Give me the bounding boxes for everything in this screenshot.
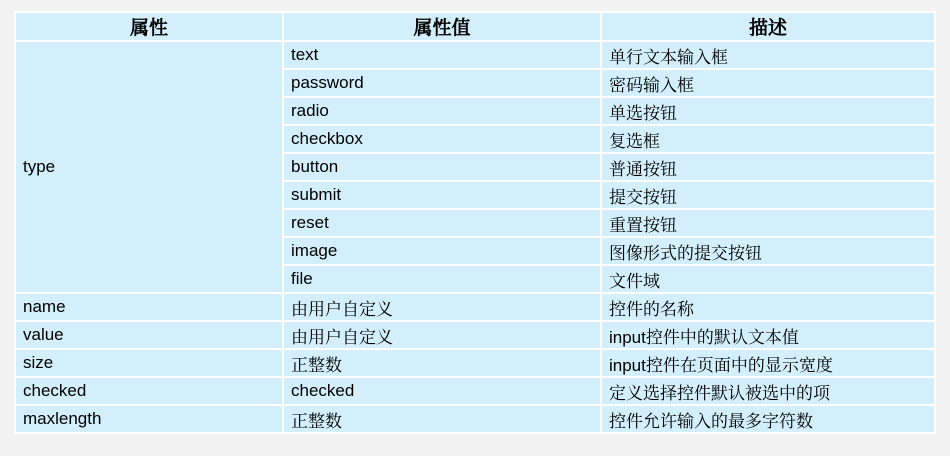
desc-cell: 控件的名称	[602, 294, 934, 320]
attr-cell: size	[16, 350, 282, 376]
value-cell: checkbox	[284, 126, 600, 152]
value-cell: 由用户自定义	[284, 322, 600, 348]
desc-cell: 重置按钮	[602, 210, 934, 236]
value-cell: 正整数	[284, 350, 600, 376]
desc-cell: 复选框	[602, 126, 934, 152]
desc-cell: 文件域	[602, 266, 934, 292]
desc-cell: input控件在页面中的显示宽度	[602, 350, 934, 376]
value-cell: reset	[284, 210, 600, 236]
table-row	[16, 378, 934, 404]
attr-cell: type	[16, 42, 282, 292]
table-row	[16, 294, 934, 320]
desc-cell: 密码输入框	[602, 70, 934, 96]
header-attr: 属性	[16, 13, 282, 40]
table-header	[16, 13, 934, 40]
attr-cell: checked	[16, 378, 282, 404]
attribute-table-container	[14, 11, 936, 434]
value-cell: button	[284, 154, 600, 180]
table-row	[16, 42, 934, 68]
attr-cell: maxlength	[16, 406, 282, 432]
value-cell: image	[284, 238, 600, 264]
header-row	[16, 13, 934, 40]
value-cell: checked	[284, 378, 600, 404]
header-desc: 描述	[602, 13, 934, 40]
attr-cell: name	[16, 294, 282, 320]
table-row	[16, 350, 934, 376]
table-row	[16, 406, 934, 432]
desc-cell: 单行文本输入框	[602, 42, 934, 68]
value-cell: 正整数	[284, 406, 600, 432]
attribute-table	[14, 11, 936, 434]
table-row	[16, 322, 934, 348]
attr-cell: value	[16, 322, 282, 348]
desc-cell: 定义选择控件默认被选中的项	[602, 378, 934, 404]
desc-cell: 控件允许输入的最多字符数	[602, 406, 934, 432]
desc-cell: 单选按钮	[602, 98, 934, 124]
header-value: 属性值	[284, 13, 600, 40]
desc-cell: 图像形式的提交按钮	[602, 238, 934, 264]
value-cell: radio	[284, 98, 600, 124]
value-cell: file	[284, 266, 600, 292]
desc-cell: input控件中的默认文本值	[602, 322, 934, 348]
table-body	[16, 42, 934, 432]
value-cell: submit	[284, 182, 600, 208]
value-cell: text	[284, 42, 600, 68]
value-cell: password	[284, 70, 600, 96]
value-cell: 由用户自定义	[284, 294, 600, 320]
desc-cell: 提交按钮	[602, 182, 934, 208]
desc-cell: 普通按钮	[602, 154, 934, 180]
